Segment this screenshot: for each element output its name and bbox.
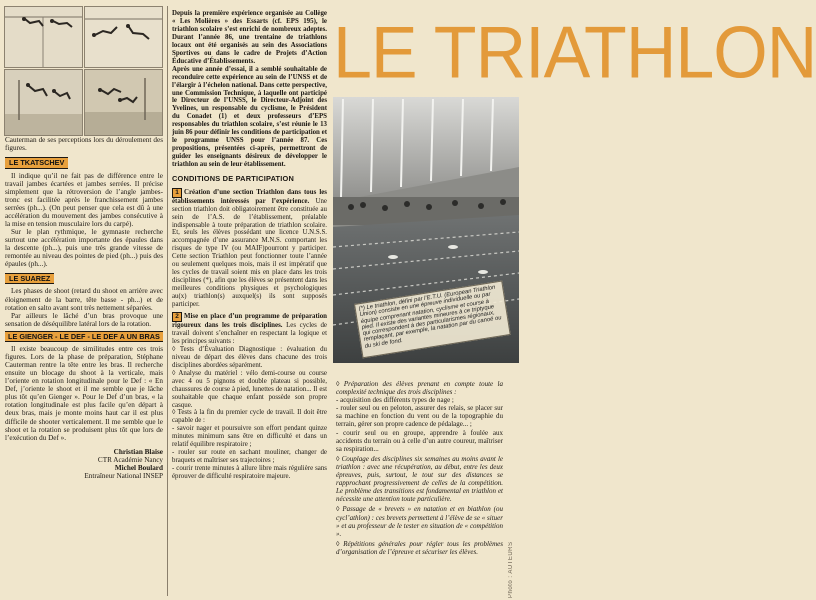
suarez-paragraph-2: Par ailleurs le lâché d’un bras provoque une sensation de déséquilibre latéral lors de la rotation. [5,311,163,328]
photo-caption: (*) Le triathlon, défini par l’E.T.U. (European Triathlon Union) consiste en une épreuve individuelle ou par équipe comprenant natation, cyclisme et course à pied. Il existe des variantes mineures à ce triptyque qui correspondent à des particularismes régionaux, remplaçant, par exemple, la natation par du canoë ou du ski de fond. [354,281,511,359]
author-name-1: Christian Blaise [113,447,163,456]
gymnast-photo-2 [85,7,162,67]
left-intro: Cauterman de ses perceptions lors du déroulement des figures. [5,136,163,153]
sequence-photo-2 [84,6,163,68]
tkatschev-paragraph-1: Il indique qu’il ne fait pas de différence entre le travail jambes écartées et jambes serrées. Il précise simplement que la rétroversion de l’angle jambes-tronc est facilitée après le franchissement jambes serrées (ph...). (On peut penser que cela est dû à une accélération du mouvement des jambes consécutive à la mise en tension musculaire lors du carpé). [5,171,163,228]
condition-bullet-5: - rouler sur route en sachant mouliner, changer de braquets et maîtriser ses trajectoires ; [172,449,327,465]
section-title-suarez: LE SUAREZ [5,273,54,284]
middle-intro-2: Après une année d’essai, il a semblé souhaitable de reconduire cette expérience au sein de l’UNSS et de l’élargir à l’échelon national. Dans cette perspective, une Commission Technique, à laquelle ont participé le Directeur de l’UNSS, le Directeur-Adjoint des Yvelines, un responsable du cyclisme, le Président du Conadet (1) et deux professeurs d’EPS responsables du triathlon scolaire, s’est réunie le 13 juin 86 pour définir les conditions de participation et le programme UNSS pour l’année 87. Ces propositions, présentées ci-après, permettront de guider les enseignants désireux de développer le triathlon au sein de leur établissement. [172,65,327,169]
gymnast-photo-sequence [4,6,161,134]
right-paragraph-1: ◊ Préparation des élèves prenant en compte toute la complexité technique des trois disciplines : [336,380,503,397]
right-paragraph-4: - courir seul ou en groupe, apprendre à foulée aux accidents du terrain ou à celle d’un autre coureur, maîtriser sa respiration... [336,428,503,453]
section-title-gienger: LE GIENGER - LE DEF - LE DEF A UN BRAS [5,331,163,342]
condition-bullet-1: ◊ Tests d’Évaluation Diagnostique : évaluation du niveau de départ des élèves dans chacune des trois disciplines abordées séparément. [172,345,327,369]
gymnast-photo-1 [5,7,82,67]
gymnast-photo-3 [5,70,82,135]
condition-bullet-2: ◊ Analyse du matériel : vélo demi-course ou course avec 4 ou 5 pignons et double plateau si possible, chaussures de course à pied, lunettes de natation... Il est souhaitable que chaque enfant possède son propre casque. [172,369,327,409]
condition-text-2: Les cycles de travail doivent s’enchaîner en respectant la logique et les principes suivants : [172,322,327,345]
right-paragraph-6: ◊ Passage de « brevets » en natation et en biathlon (ou cycl’athlon) : ces brevets permettent à l’élève de se « situer » et au professeur de le tester en situation de « compétition ». [336,505,503,538]
condition-number-1: 1 [172,188,182,198]
condition-number-2: 2 [172,312,182,322]
section-title-tkatschev: LE TKATSCHEV [5,157,68,168]
conditions-heading: CONDITIONS DE PARTICIPATION [172,174,295,184]
right-paragraph-7: ◊ Répétitions générales pour régler tous les problèmes d’organisation de l’épreuve et sécuriser les élèves. [336,539,503,556]
article-headline [333,6,816,94]
headline-text: LE TRIATHLON [333,11,816,94]
column-divider [167,6,168,596]
right-paragraph-5: ◊ Couplage des disciplines six semaines au moins avant le triathlon : avec une récupération, au début, entre les deux épreuves, puis, surtout, le tout sur des distances se rapprochant progressivement de celles de la compétition. Le problème des transitions est fondamental en triathlon et nécessite une attention toute particulière. [336,454,503,504]
tkatschev-paragraph-2: Sur le plan rythmique, le gymnaste recherche surtout une accélération importante des épaules dans la descente (ph...), puis une très grande vitesse de remontée au niveau des pointes de pied (ph...) puis des épaules (ph...). [5,227,163,269]
gienger-paragraph-1: Il existe beaucoup de similitudes entre ces trois figures. Lors de la phase de préparation, Stéphane Cauterman rentre la tête entre les bras. Il recherche ensuite un blocage du shoot à la verticale, mais l’oriente en rotation longitudinale pour le Def : « En Def, j’oriente le shoot et il me semble que je lâche plus tôt qu’en Gienger ». Pour le Def d’un bras, « la rotation longitudinale est plus facile qu’en départ à deux bras, mais je monte moins haut car il est plus difficile de shooter verticalement. Il me semble que le shoot et la rotation se produisent plus tôt que lors de l’exécution du Def ». [5,345,163,442]
sequence-photo-4 [84,69,163,136]
middle-intro: Depuis la première expérience organisée au Collège « Les Molières » des Essarts (cf. EPS 195), le triathlon scolaire s’est enrichi de nombreux adeptes. Durant l’année 86, une trentaine de triathlons locaux ont été organisés au sein des Associations Sportives ou dans le cadre de Projets d’Action Éducative d’Établissements. [172,10,327,65]
condition-bullet-6: - courir trente minutes à allure libre mais régulière sans éprouver de difficulté respiratoire majeure. [172,465,327,481]
sequence-photo-3 [4,69,83,136]
condition-bullet-3: ◊ Tests à la fin du premier cycle de travail. Il doit être capable de : [172,409,327,425]
author-role-2: Entraîneur National INSEP [84,471,163,480]
condition-text-1: Une section triathlon doit obligatoirement être constituée au sein de l’A.S. de l’établissement, préalable indispensable à toute préparation de triathlon scolaire. Et, seuls les élèves possédant une licence U.N.S.S. accompagnée d’une assurance M.N.S. comportant les risques de type IV (ou MAIF)pourront y participer. Cette section Triathlon peut fonctionner toute l’année ou seulement quelques mois, mais il est impératif que les cycles de travail soient mis en place dans les trois disciplines (*), afin que les élèves se présentent dans les meilleures conditions physiques et psychologiques au(x) triathlon(s) auxquel(s) ils sont supposés participer. [172,197,327,309]
author-role-1: CTR Académie Nancy [97,455,163,464]
suarez-paragraph-1: Les phases de shoot (retard du shoot en arrière avec éloignement de la barre, tête basse - ph...) et de rotation en salto avant sont très nettement séparées. [5,287,163,312]
right-paragraph-3: - rouler seul ou en peloton, assurer des relais, se placer sur sa machine en fonction du vent ou de la topographie du terrain, gérer son propre cadence de pédalage... ; [336,404,503,429]
condition-item-1 [172,188,327,309]
right-column [336,378,503,556]
condition-item-2 [172,312,327,346]
gymnast-photo-4 [85,70,162,135]
left-column [5,136,163,480]
author-signature [5,448,163,480]
condition-lead-1: Création d’une section Triathlon dans tous les établissements intéressés par l’expérience. [172,188,327,205]
photo-credit: Photo : AUTEURS [508,541,514,598]
middle-column [172,10,327,481]
sequence-photo-1 [4,6,83,68]
right-paragraph-2: - acquisition des différents types de nage ; [336,396,454,405]
condition-bullet-4: - savoir nager et poursuivre son effort pendant quinze minutes minimum sans être en difficulté et dans un relatif équilibre respiratoire ; [172,425,327,449]
author-name-2: Michel Boulard [114,463,163,472]
condition-lead-2: Mise en place d’un programme de préparation rigoureux dans les trois disciplines. [172,313,327,329]
